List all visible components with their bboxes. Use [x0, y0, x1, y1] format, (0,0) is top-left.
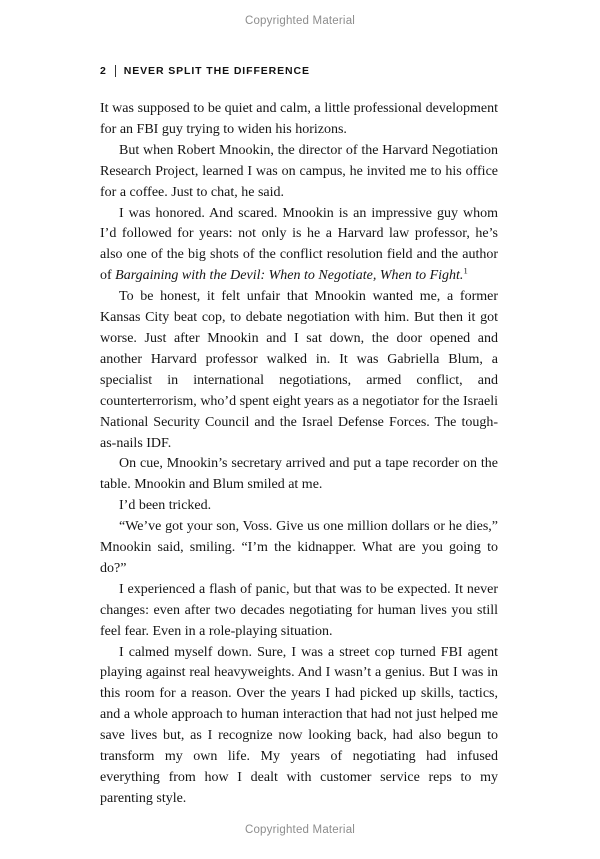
running-header-title: NEVER SPLIT THE DIFFERENCE	[123, 65, 310, 77]
text-run: I was honored. And scared. Mnookin is an impressive guy whom I’d followed for years: not only is he a Harvard law professor, he’s also one of the big shots of the conflict resolution field and the author of	[100, 205, 498, 284]
text-run: To be honest, it felt unfair that Mnookin wanted me, a former Kansas City beat cop, to debate negotiation with him. But then it got worse. Just after Mnookin and I sat down, the door opened and another Harvard professor walked in. It was Gabriella Blum, a specialist in international negotiations, armed conflict, and counterterrorism, who’d spent eight years as a negotiator for the Israeli National Security Council and the Israel Defense Forces. The tough-as-nails IDF.	[100, 289, 498, 451]
text-run: “We’ve got your son, Voss. Give us one million dollars or he dies,” Mnookin said, smiling. “I’m the kidnapper. What are you going to do?”	[100, 519, 498, 576]
text-run: I calmed myself down. Sure, I was a street cop turned FBI agent playing against real heavyweights. And I wasn’t a genius. But I was in this room for a reason. Over the years I had picked up skills, tactics, and a whole approach to human interaction that had not just helped me save lives but, as I recognize now looking back, had also begun to transform my own life. My years of negotiating had infused everything from how I dealt with customer service reps to my parenting style.	[100, 644, 498, 806]
running-header	[100, 65, 310, 77]
header-divider	[115, 65, 116, 77]
text-run: But when Robert Mnookin, the director of the Harvard Negotiation Research Project, learned I was on campus, he invited me to his office for a coffee. Just to chat, he said.	[100, 142, 498, 200]
page-number: 2	[100, 65, 107, 77]
paragraph	[100, 204, 498, 288]
paragraph	[100, 141, 498, 204]
paragraph	[100, 99, 498, 141]
copyright-notice-top: Copyrighted Material	[244, 15, 356, 27]
text-run: I experienced a flash of panic, but that was to be expected. It never changes: even after two decades negotiating for human lives you still feel fear. Even in a role-playing situation.	[100, 581, 498, 639]
text-run: On cue, Mnookin’s secretary arrived and put a tape recorder on the table. Mnookin and Blum smiled at me.	[100, 456, 498, 493]
copyright-notice-bottom: Copyrighted Material	[244, 824, 356, 836]
footnote-reference: 1	[463, 265, 468, 276]
paragraph	[100, 643, 498, 810]
text-run: It was supposed to be quiet and calm, a little professional development for an FBI guy trying to widen his horizons.	[100, 101, 498, 137]
paragraph	[100, 454, 498, 496]
paragraph	[100, 496, 498, 517]
paragraph	[100, 287, 498, 454]
body-text	[100, 99, 498, 810]
paragraph	[100, 517, 498, 580]
text-run: I’d been tricked.	[119, 498, 212, 514]
text-run: Bargaining with the Devil: When to Negotiate, When to Fight.	[115, 268, 464, 284]
paragraph	[100, 580, 498, 643]
